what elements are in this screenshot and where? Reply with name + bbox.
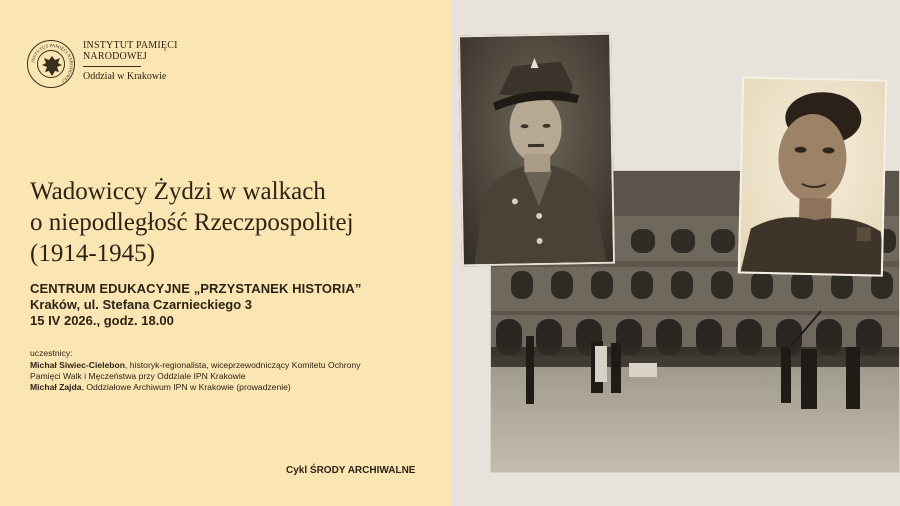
participant-1-desc: , historyk-regionalista, wiceprzewodniczący Komitetu Ochrony [125, 360, 361, 370]
seal-icon [27, 40, 75, 88]
soldier-portrait [738, 76, 887, 276]
venue-name: CENTRUM EDUKACYJNE „PRZYSTANEK HISTORIA” [30, 281, 362, 296]
officer-portrait [458, 33, 615, 267]
title-line3: (1914-1945) [30, 240, 155, 267]
logo-line2: NARODOWEJ [83, 51, 148, 62]
participants [30, 348, 440, 393]
participant-1 [30, 360, 440, 371]
logo-branch: Oddział w Krakowie [83, 71, 167, 82]
venue-address: Kraków, ul. Stefana Czarnieckiego 3 [30, 297, 253, 312]
logo-line1: INSTYTUT PAMIĘCI [83, 40, 178, 51]
participants-label: uczestnicy: [30, 348, 73, 358]
event-datetime: 15 IV 2026., godz. 18.00 [30, 313, 174, 328]
series-name: Cykl ŚRODY ARCHIWALNE [286, 465, 416, 476]
event-details [30, 281, 361, 329]
photo-collage [452, 0, 900, 506]
eagle-icon [28, 41, 76, 89]
title-line2: o niepodległość Rzeczpospolitej [30, 209, 354, 236]
participant-2 [30, 382, 440, 393]
title-line1: Wadowiccy Żydzi w walkach [30, 178, 326, 205]
event-title [30, 176, 440, 269]
participant-2-name: Michał Zajda [30, 382, 82, 392]
ipn-logo [27, 40, 178, 88]
participant-1-name: Michał Siwiec-Cielebon [30, 360, 126, 370]
participant-1-desc-cont: Pamięci Walk i Męczeństwa przy Oddziale IPN Krakowie [30, 371, 246, 381]
logo-divider [83, 66, 141, 67]
seal-text: INSTYTUT PAMIĘCI NARODOWEJ [30, 42, 75, 84]
participant-2-desc: , Oddziałowe Archiwum IPN w Krakowie (prowadzenie) [81, 382, 291, 392]
